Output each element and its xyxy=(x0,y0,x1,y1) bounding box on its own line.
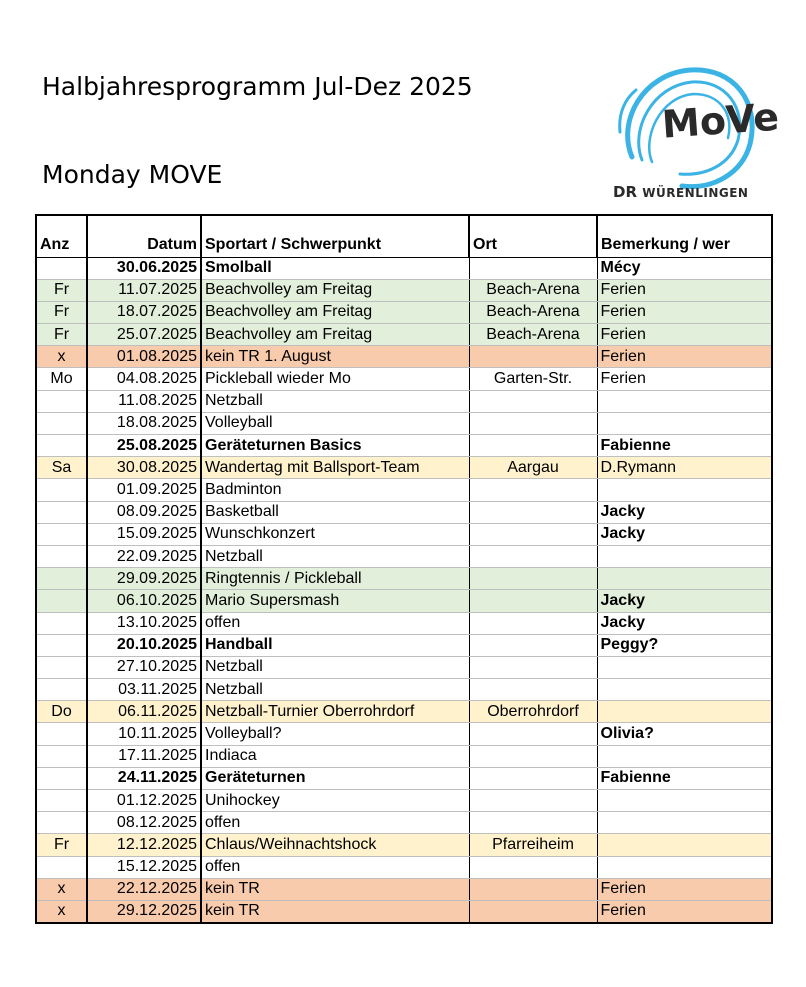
cell-datum: 01.09.2025 xyxy=(87,479,201,501)
page-subtitle: Monday MOVE xyxy=(42,160,223,189)
cell-datum: 01.08.2025 xyxy=(87,346,201,368)
cell-bemerkung xyxy=(597,412,772,434)
cell-datum: 17.11.2025 xyxy=(87,745,201,767)
cell-ort xyxy=(469,501,597,523)
cell-datum: 08.09.2025 xyxy=(87,501,201,523)
cell-anz: Fr xyxy=(36,301,87,323)
cell-sportart: offen xyxy=(201,856,469,878)
cell-datum: 10.11.2025 xyxy=(87,723,201,745)
column-header-bemerkung: Bemerkung / wer xyxy=(597,215,772,257)
cell-anz xyxy=(36,634,87,656)
cell-anz xyxy=(36,856,87,878)
table-row xyxy=(36,834,772,856)
cell-sportart: Basketball xyxy=(201,501,469,523)
table-row xyxy=(36,790,772,812)
cell-anz xyxy=(36,656,87,678)
column-header-ort: Ort xyxy=(469,215,597,257)
cell-bemerkung: Ferien xyxy=(597,878,772,900)
cell-ort xyxy=(469,346,597,368)
table-row xyxy=(36,346,772,368)
cell-sportart: Beachvolley am Freitag xyxy=(201,324,469,346)
cell-anz xyxy=(36,568,87,590)
cell-ort xyxy=(469,435,597,457)
cell-datum: 29.09.2025 xyxy=(87,568,201,590)
table-row xyxy=(36,279,772,301)
cell-anz: Sa xyxy=(36,457,87,479)
cell-bemerkung: Mécy xyxy=(597,257,772,279)
table-row xyxy=(36,812,772,834)
cell-datum: 06.10.2025 xyxy=(87,590,201,612)
cell-ort: Beach-Arena xyxy=(469,324,597,346)
table-row xyxy=(36,900,772,922)
cell-bemerkung: Jacky xyxy=(597,612,772,634)
table-row xyxy=(36,590,772,612)
table-row xyxy=(36,878,772,900)
cell-sportart: Netzball xyxy=(201,390,469,412)
table-header-row xyxy=(36,215,772,257)
cell-sportart: Wandertag mit Ballsport-Team xyxy=(201,457,469,479)
page-title: Halbjahresprogramm Jul-Dez 2025 xyxy=(42,72,473,101)
table-row xyxy=(36,856,772,878)
cell-bemerkung: Peggy? xyxy=(597,634,772,656)
cell-bemerkung: Ferien xyxy=(597,346,772,368)
cell-datum: 06.11.2025 xyxy=(87,701,201,723)
cell-bemerkung: Olivia? xyxy=(597,723,772,745)
cell-anz xyxy=(36,390,87,412)
cell-ort xyxy=(469,723,597,745)
cell-sportart: Netzball xyxy=(201,545,469,567)
table-row xyxy=(36,767,772,789)
cell-bemerkung: Ferien xyxy=(597,900,772,922)
cell-ort xyxy=(469,878,597,900)
cell-bemerkung xyxy=(597,568,772,590)
cell-ort xyxy=(469,612,597,634)
cell-datum: 18.07.2025 xyxy=(87,301,201,323)
cell-anz xyxy=(36,412,87,434)
cell-sportart: Volleyball? xyxy=(201,723,469,745)
table-row xyxy=(36,545,772,567)
cell-sportart: Beachvolley am Freitag xyxy=(201,301,469,323)
cell-anz: Fr xyxy=(36,279,87,301)
cell-anz: Fr xyxy=(36,324,87,346)
table-row xyxy=(36,457,772,479)
cell-anz xyxy=(36,767,87,789)
cell-sportart: Geräteturnen xyxy=(201,767,469,789)
cell-sportart: Badminton xyxy=(201,479,469,501)
cell-datum: 22.12.2025 xyxy=(87,878,201,900)
table-row xyxy=(36,390,772,412)
cell-ort: Garten-Str. xyxy=(469,368,597,390)
cell-ort: Pfarreiheim xyxy=(469,834,597,856)
cell-bemerkung: D.Rymann xyxy=(597,457,772,479)
cell-datum: 25.07.2025 xyxy=(87,324,201,346)
table-row xyxy=(36,501,772,523)
cell-datum: 12.12.2025 xyxy=(87,834,201,856)
cell-anz xyxy=(36,612,87,634)
cell-bemerkung xyxy=(597,479,772,501)
cell-anz: Fr xyxy=(36,834,87,856)
cell-bemerkung xyxy=(597,856,772,878)
cell-sportart: Unihockey xyxy=(201,790,469,812)
cell-bemerkung: Jacky xyxy=(597,523,772,545)
cell-datum: 01.12.2025 xyxy=(87,790,201,812)
cell-ort xyxy=(469,856,597,878)
cell-datum: 08.12.2025 xyxy=(87,812,201,834)
cell-anz xyxy=(36,812,87,834)
cell-ort xyxy=(469,679,597,701)
cell-sportart: Mario Supersmash xyxy=(201,590,469,612)
cell-anz xyxy=(36,435,87,457)
cell-ort xyxy=(469,745,597,767)
cell-anz xyxy=(36,545,87,567)
cell-anz xyxy=(36,790,87,812)
cell-bemerkung xyxy=(597,390,772,412)
cell-ort xyxy=(469,390,597,412)
cell-anz xyxy=(36,501,87,523)
table-row xyxy=(36,479,772,501)
cell-datum: 18.08.2025 xyxy=(87,412,201,434)
cell-sportart: Volleyball xyxy=(201,412,469,434)
table-row xyxy=(36,368,772,390)
cell-ort xyxy=(469,812,597,834)
table-row xyxy=(36,656,772,678)
cell-ort xyxy=(469,545,597,567)
cell-anz xyxy=(36,479,87,501)
column-header-anz: Anz xyxy=(36,215,87,257)
logo-org-town: WÜRENLINGEN xyxy=(642,186,749,200)
cell-bemerkung xyxy=(597,656,772,678)
table-row xyxy=(36,257,772,279)
cell-anz xyxy=(36,679,87,701)
cell-ort xyxy=(469,257,597,279)
cell-bemerkung: Fabienne xyxy=(597,767,772,789)
cell-ort xyxy=(469,568,597,590)
cell-sportart: kein TR 1. August xyxy=(201,346,469,368)
cell-datum: 15.09.2025 xyxy=(87,523,201,545)
cell-datum: 04.08.2025 xyxy=(87,368,201,390)
cell-sportart: Handball xyxy=(201,634,469,656)
cell-sportart: offen xyxy=(201,812,469,834)
cell-bemerkung: Ferien xyxy=(597,301,772,323)
logo-org-name xyxy=(613,183,748,201)
cell-ort: Aargau xyxy=(469,457,597,479)
cell-anz xyxy=(36,257,87,279)
cell-bemerkung xyxy=(597,745,772,767)
cell-datum: 13.10.2025 xyxy=(87,612,201,634)
cell-anz xyxy=(36,745,87,767)
cell-ort xyxy=(469,767,597,789)
column-header-datum: Datum xyxy=(87,215,201,257)
schedule-table xyxy=(35,214,773,924)
table-row xyxy=(36,523,772,545)
table-row xyxy=(36,301,772,323)
cell-datum: 20.10.2025 xyxy=(87,634,201,656)
cell-ort xyxy=(469,634,597,656)
cell-bemerkung xyxy=(597,701,772,723)
table-row xyxy=(36,324,772,346)
column-header-sportart: Sportart / Schwerpunkt xyxy=(201,215,469,257)
cell-ort: Oberrohrdorf xyxy=(469,701,597,723)
table-row xyxy=(36,679,772,701)
cell-datum: 30.06.2025 xyxy=(87,257,201,279)
cell-datum: 11.07.2025 xyxy=(87,279,201,301)
cell-datum: 25.08.2025 xyxy=(87,435,201,457)
cell-sportart: Smolball xyxy=(201,257,469,279)
table-row xyxy=(36,634,772,656)
cell-sportart: Netzball xyxy=(201,656,469,678)
cell-ort: Beach-Arena xyxy=(469,301,597,323)
cell-anz: x xyxy=(36,346,87,368)
cell-sportart: Netzball-Turnier Oberrohrdorf xyxy=(201,701,469,723)
table-row xyxy=(36,435,772,457)
cell-sportart: Beachvolley am Freitag xyxy=(201,279,469,301)
cell-sportart: kein TR xyxy=(201,900,469,922)
logo-org-prefix: DR xyxy=(613,183,638,201)
cell-sportart: Pickleball wieder Mo xyxy=(201,368,469,390)
cell-bemerkung xyxy=(597,812,772,834)
cell-bemerkung: Ferien xyxy=(597,279,772,301)
cell-datum: 29.12.2025 xyxy=(87,900,201,922)
cell-datum: 03.11.2025 xyxy=(87,679,201,701)
cell-sportart: Ringtennis / Pickleball xyxy=(201,568,469,590)
cell-anz xyxy=(36,723,87,745)
cell-sportart: kein TR xyxy=(201,878,469,900)
cell-ort: Beach-Arena xyxy=(469,279,597,301)
cell-bemerkung: Jacky xyxy=(597,501,772,523)
cell-bemerkung xyxy=(597,790,772,812)
table-row xyxy=(36,412,772,434)
cell-ort xyxy=(469,900,597,922)
cell-bemerkung xyxy=(597,834,772,856)
cell-ort xyxy=(469,412,597,434)
cell-datum: 11.08.2025 xyxy=(87,390,201,412)
cell-bemerkung xyxy=(597,679,772,701)
cell-anz xyxy=(36,523,87,545)
table-row xyxy=(36,745,772,767)
table-row xyxy=(36,701,772,723)
cell-datum: 15.12.2025 xyxy=(87,856,201,878)
cell-sportart: Geräteturnen Basics xyxy=(201,435,469,457)
cell-bemerkung: Ferien xyxy=(597,324,772,346)
cell-ort xyxy=(469,590,597,612)
cell-ort xyxy=(469,656,597,678)
cell-sportart: Netzball xyxy=(201,679,469,701)
cell-sportart: Indiaca xyxy=(201,745,469,767)
cell-anz: Do xyxy=(36,701,87,723)
table-row xyxy=(36,723,772,745)
cell-bemerkung: Fabienne xyxy=(597,435,772,457)
cell-sportart: Chlaus/Weihnachtshock xyxy=(201,834,469,856)
cell-sportart: Wunschkonzert xyxy=(201,523,469,545)
cell-ort xyxy=(469,790,597,812)
cell-anz xyxy=(36,590,87,612)
logo-wordmark: MoVe xyxy=(660,94,781,147)
cell-bemerkung: Jacky xyxy=(597,590,772,612)
cell-datum: 27.10.2025 xyxy=(87,656,201,678)
cell-bemerkung xyxy=(597,545,772,567)
cell-datum: 30.08.2025 xyxy=(87,457,201,479)
cell-anz: x xyxy=(36,878,87,900)
cell-anz: Mo xyxy=(36,368,87,390)
cell-ort xyxy=(469,523,597,545)
cell-datum: 24.11.2025 xyxy=(87,767,201,789)
cell-ort xyxy=(469,479,597,501)
cell-bemerkung: Ferien xyxy=(597,368,772,390)
table-row xyxy=(36,568,772,590)
cell-sportart: offen xyxy=(201,612,469,634)
table-row xyxy=(36,612,772,634)
cell-anz: x xyxy=(36,900,87,922)
cell-datum: 22.09.2025 xyxy=(87,545,201,567)
